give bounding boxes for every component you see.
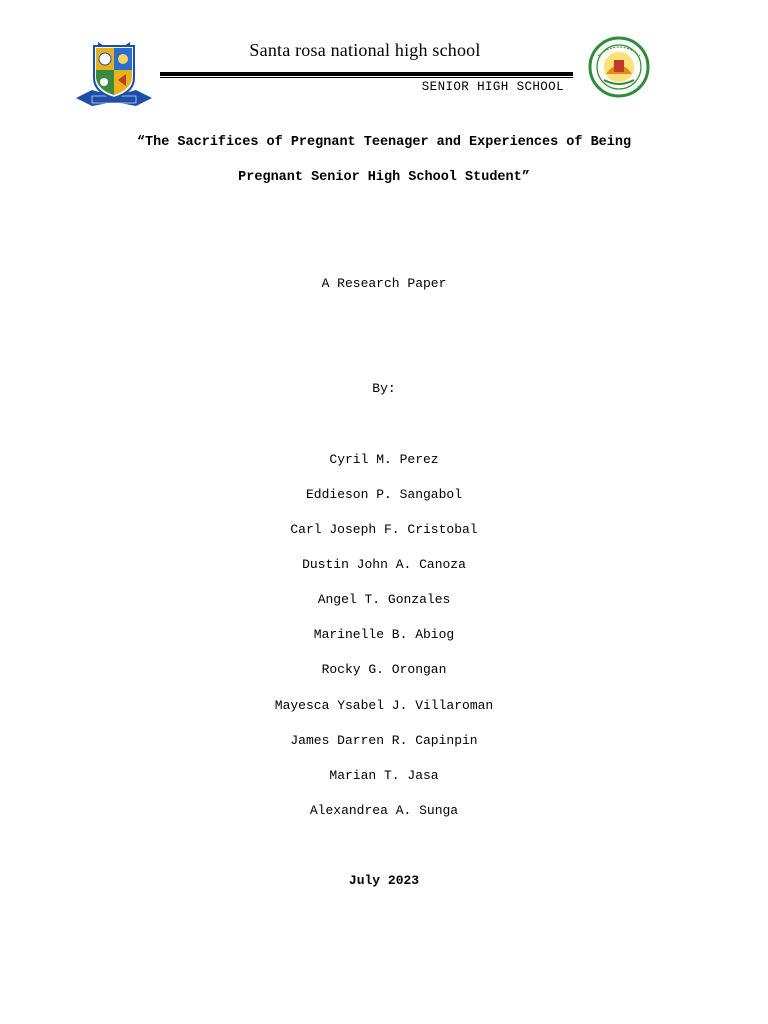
author-name: Carl Joseph F. Cristobal xyxy=(290,522,478,537)
header-rule-thin xyxy=(160,77,573,78)
school-crest-icon xyxy=(74,40,154,110)
title-line-1: “The Sacrifices of Pregnant Teenager and Experiences of Being xyxy=(136,135,632,150)
author-name: Mayesca Ysabel J. Villaroman xyxy=(274,698,494,713)
school-name: Santa rosa national high school xyxy=(249,40,481,60)
title-line-2: Pregnant Senior High School Student” xyxy=(238,170,530,185)
author-name: Alexandrea A. Sunga xyxy=(309,803,459,818)
author-name: Angel T. Gonzales xyxy=(317,592,451,607)
author-name: Rocky G. Orongan xyxy=(321,662,447,677)
header-rule xyxy=(160,72,573,76)
date: July 2023 xyxy=(348,873,420,888)
paper-type: A Research Paper xyxy=(321,276,447,291)
author-name: Marinelle B. Abiog xyxy=(313,627,455,642)
author-name: Dustin John A. Canoza xyxy=(302,557,466,572)
author-name: Eddieson P. Sangabol xyxy=(305,487,463,502)
author-name: Cyril M. Perez xyxy=(329,452,439,467)
deped-seal-icon xyxy=(586,36,652,98)
department-label: SENIOR HIGH SCHOOL xyxy=(421,80,564,94)
author-name: James Darren R. Capinpin xyxy=(290,733,478,748)
author-name: Marian T. Jasa xyxy=(329,768,439,783)
by-label: By: xyxy=(372,381,396,396)
